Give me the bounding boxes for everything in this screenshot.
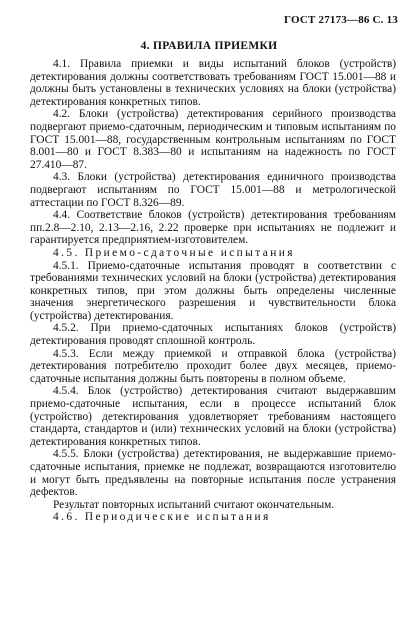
paragraph-retest-result: Результат повторных испытаний считают окончательным. xyxy=(53,498,335,511)
paragraph-4-2: 4.2. Блоки (устройства) детектирования серийного производства подвергают приемо-сдаточным, периодическим и типовым испытаниям по ГОСТ 15.001—88, государственным контрольным испытаниям по ГОСТ 8.001—80 и ГОСТ 8.383—80 и испытаниям на надежность по ГОСТ 27.410—87. xyxy=(30,108,396,171)
section-title: 4. ПРАВИЛА ПРИЕМКИ xyxy=(140,40,278,52)
paragraph-4-5-3: 4.5.3. Если между приемкой и отправкой блока (устройства) детектирования потребителю проходит более двух месяцев, приемо-сдаточные испытания должны быть повторены в полном объеме. xyxy=(30,347,396,385)
paragraph-4-4: 4.4. Соответствие блоков (устройств) детектирования требованиям пп.2.8—2.10, 2.13—2.16, 2.22 проверке при испытаниях не подлежит и гарантируется предприятием-изготовителем. xyxy=(30,209,396,247)
subsection-heading-4-6: 4.6. Периодические испытания xyxy=(53,511,271,524)
document-body xyxy=(30,58,396,524)
paragraph-4-5-2: 4.5.2. При приемо-сдаточных испытаниях блоков (устройств) детектирования проводят сплошной контроль. xyxy=(30,322,396,348)
paragraph-4-1: 4.1. Правила приемки и виды испытаний блоков (устройств) детектирования должны соответствовать требованиям ГОСТ 15.001—88 и должны быть установлены в технических условиях на блоки (устройства) детектирования конкретных типов. xyxy=(30,58,396,108)
paragraph-4-5-4: 4.5.4. Блок (устройство) детектирования считают выдержавшим приемо-сдаточные испытания, если в процессе испытаний блок (устройство) детектирования удовлетворяет требованиям настоящего стандарта, стандартов и (или) технических условий на блоки (устройства) детектирования конкретных типов. xyxy=(30,385,396,448)
paragraph-4-5-1: 4.5.1. Приемо-сдаточные испытания проводят в соответствии с требованиями технических условий на блоки (устройства) детектирования конкретных типов, при этом должны быть определены численные значения энергетического разрешения и чувствительности блока (устройства) детектирования. xyxy=(30,259,396,322)
paragraph-4-5-5: 4.5.5. Блоки (устройства) детектирования, не выдержавшие приемо-сдаточные испытания, приемке не подлежат, возвращаются изготовителю и могут быть предъявлены на повторные испытания после устранения дефектов. xyxy=(30,448,396,499)
subsection-heading-4-5: 4.5. Приемо-сдаточные испытания xyxy=(53,246,295,259)
paragraph-4-3: 4.3. Блоки (устройства) детектирования единичного производства подвергают испытаниям по ГОСТ 15.001—88 и метрологической аттестации по ГОСТ 8.326—89. xyxy=(30,171,396,209)
page-header: ГОСТ 27173—86 С. 13 xyxy=(284,14,398,26)
